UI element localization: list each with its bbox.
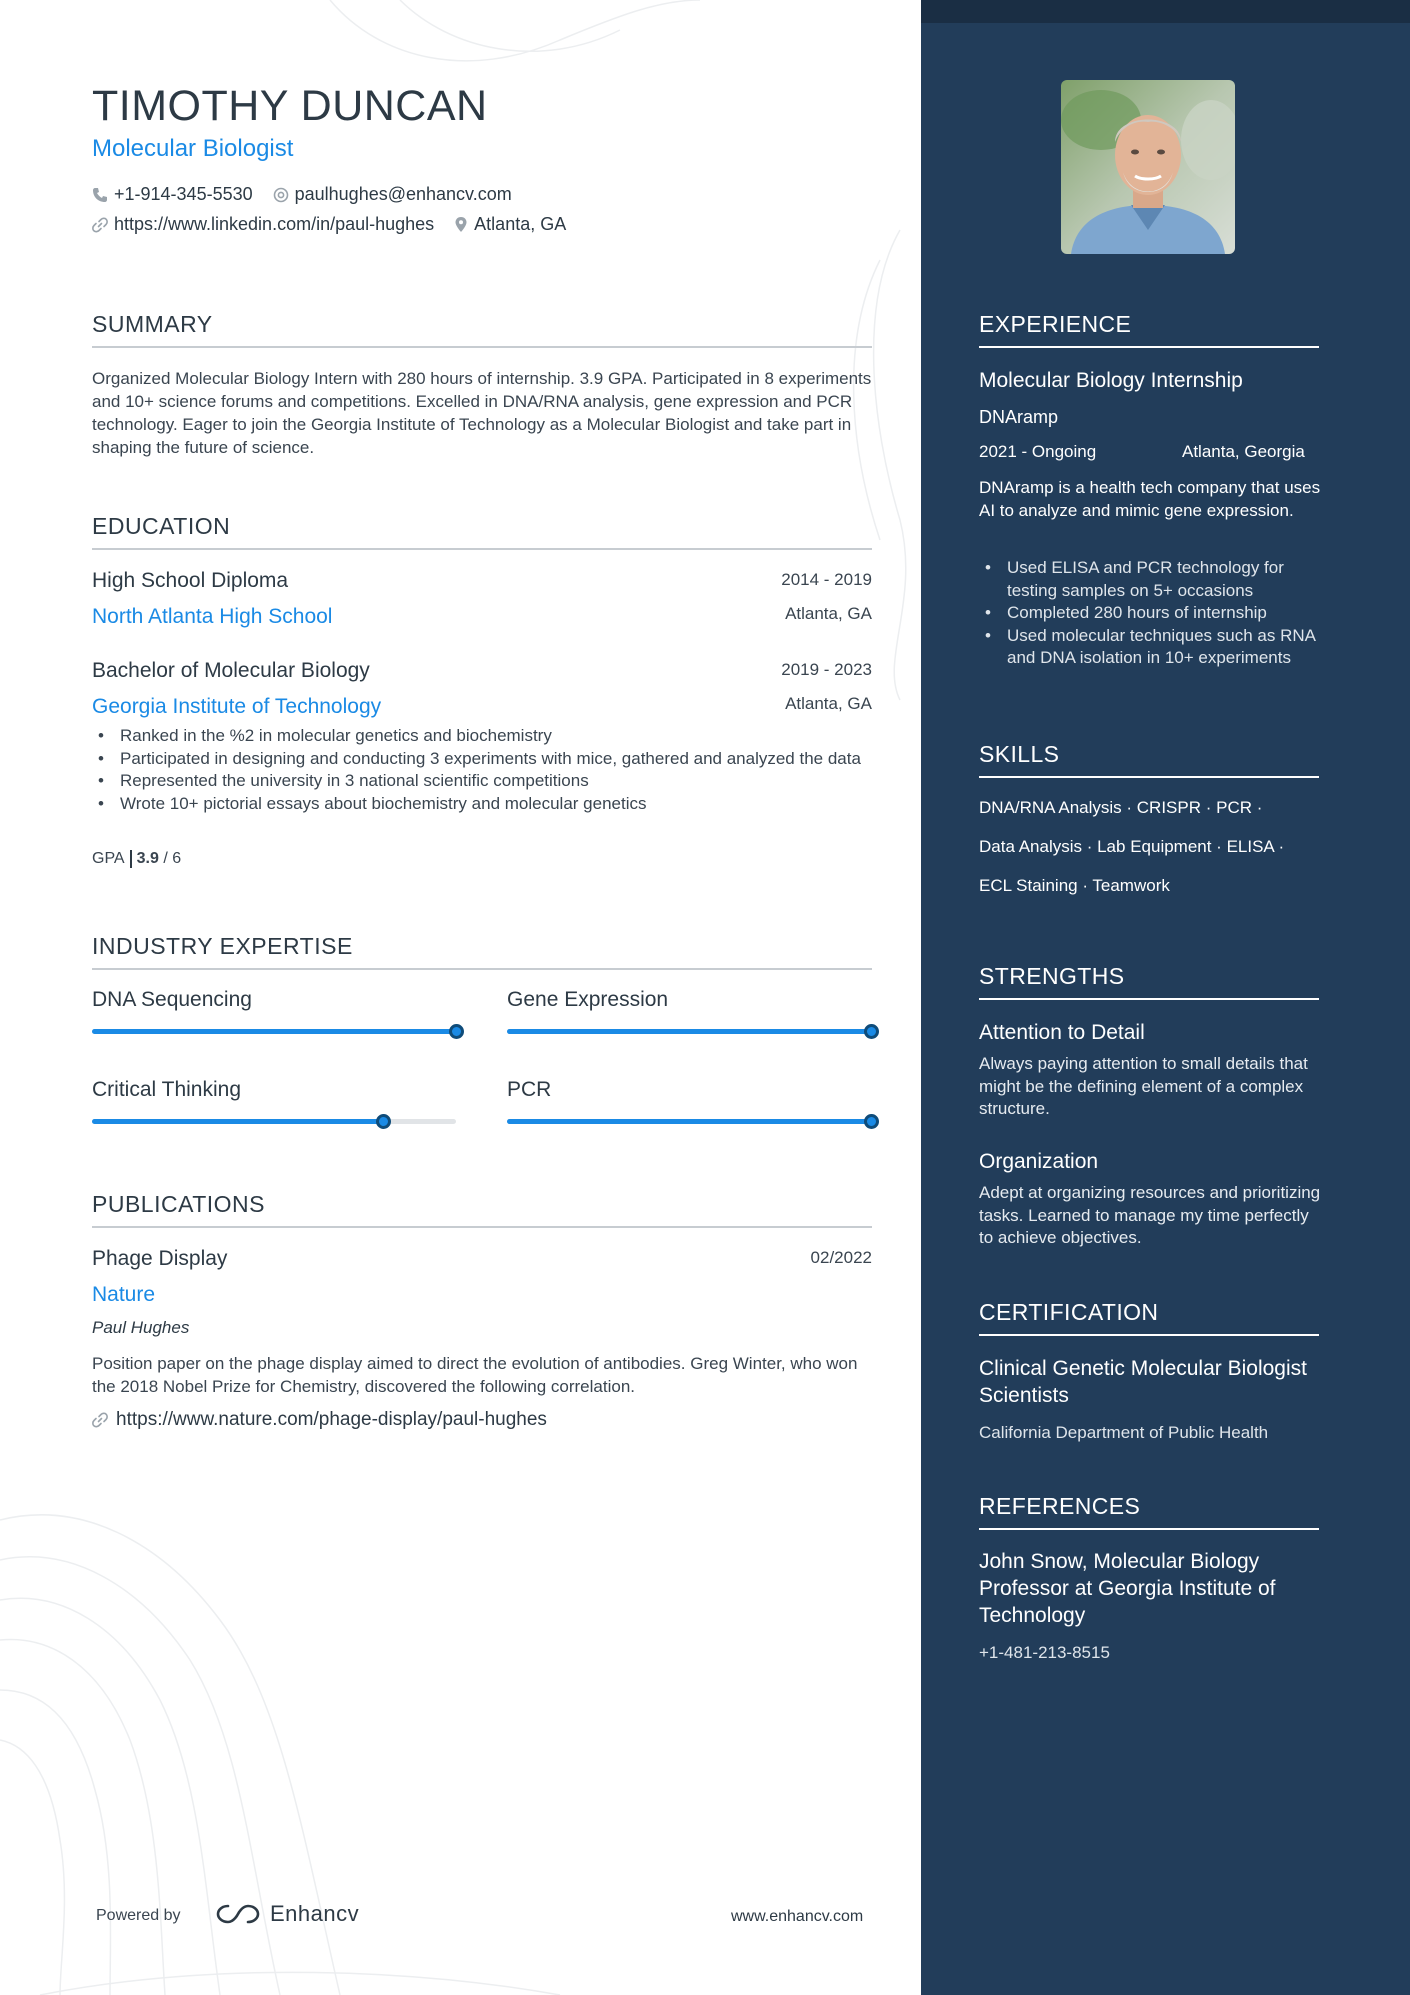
at-icon — [273, 187, 289, 203]
enhancv-logo[interactable] — [214, 1901, 359, 1927]
location-contact — [454, 214, 566, 235]
candidate-role: Molecular Biologist — [92, 135, 294, 162]
publication-date: 02/2022 — [810, 1248, 872, 1267]
footer-website[interactable]: www.enhancv.com — [731, 1908, 864, 1925]
skills-line: Data Analysis · Lab Equipment · ELISA · — [979, 837, 1285, 856]
experience-bullets — [979, 557, 1324, 670]
education-degree: Bachelor of Molecular Biology — [92, 659, 370, 682]
skill-bar — [92, 1119, 456, 1124]
publication-link-text: https://www.nature.com/phage-display/paul-hughes — [116, 1409, 547, 1430]
linkedin-contact[interactable] — [92, 214, 434, 235]
list-item: • Used molecular techniques such as RNA and DNA isolation in 10+ experiments — [979, 625, 1324, 670]
skills-line: ECL Staining · Teamwork — [979, 876, 1170, 895]
publication-description: Position paper on the phage display aimed to direct the evolution of antibodies. Greg Winter, who won the 2018 Nobel Prize for Chemistry, discovered the following correlation. — [92, 1354, 858, 1396]
summary-heading: SUMMARY — [92, 311, 872, 348]
strength-name: Attention to Detail — [979, 1021, 1145, 1044]
phone-icon — [92, 187, 108, 203]
gpa-max: / 6 — [163, 850, 182, 868]
link-icon — [92, 217, 108, 233]
education-dates: 2014 - 2019 — [781, 570, 872, 589]
gpa-label: GPA — [92, 850, 125, 868]
summary-text: Organized Molecular Biology Intern with 280 hours of internship. 3.9 GPA. Participated in 8 experiments and 10+ science forums and competitions. Excelled in DNA/RNA analysis, gene expression and PCR technology. Eager to join the Georgia Institute of Technology as a Molecular Biologist and take part in shaping the future of science. — [92, 369, 872, 457]
experience-heading: EXPERIENCE — [979, 311, 1319, 348]
skill-label: Gene Expression — [507, 988, 669, 1011]
candidate-name: TIMOTHY DUNCAN — [92, 82, 488, 130]
gpa-value: 3.9 — [136, 850, 159, 868]
education-school[interactable]: Georgia Institute of Technology — [92, 695, 382, 718]
skill-bar — [507, 1119, 871, 1124]
publications-heading: PUBLICATIONS — [92, 1191, 872, 1228]
experience-dates: 2021 - Ongoing — [979, 442, 1097, 461]
education-heading: EDUCATION — [92, 513, 872, 550]
phone-text: +1-914-345-5530 — [114, 184, 253, 204]
enhancv-logo-icon — [214, 1902, 262, 1926]
phone-contact[interactable] — [92, 184, 253, 205]
skill-label: DNA Sequencing — [92, 988, 252, 1011]
skill-bar — [507, 1029, 871, 1034]
reference-phone: +1-481-213-8515 — [979, 1643, 1110, 1662]
publication-journal[interactable]: Nature — [92, 1283, 156, 1306]
list-item: • Represented the university in 3 national scientific competitions — [92, 770, 872, 793]
certification-issuer: California Department of Public Health — [979, 1423, 1269, 1442]
skills-line: DNA/RNA Analysis · CRISPR · PCR · — [979, 798, 1263, 817]
sidebar — [921, 0, 1410, 1995]
skill-label: PCR — [507, 1078, 552, 1101]
strengths-heading: STRENGTHS — [979, 963, 1319, 1000]
gpa — [92, 850, 181, 868]
experience-role: Molecular Biology Internship — [979, 369, 1243, 392]
profile-photo-image — [1061, 80, 1235, 254]
list-item: • Wrote 10+ pictorial essays about biochemistry and molecular genetics — [92, 793, 872, 816]
skill-bar-handle — [864, 1114, 879, 1129]
education-degree: High School Diploma — [92, 569, 289, 592]
education-dates: 2019 - 2023 — [781, 660, 872, 679]
experience-description: DNAramp is a health tech company that uses AI to analyze and mimic gene expression. — [979, 478, 1321, 520]
skill-bar-fill — [92, 1119, 383, 1124]
enhancv-brand-text: Enhancv — [270, 1901, 360, 1926]
skill-bar — [92, 1029, 456, 1034]
skill-label: Critical Thinking — [92, 1078, 241, 1101]
list-item: • Used ELISA and PCR technology for testing samples on 5+ occasions — [979, 557, 1324, 602]
education-location: Atlanta, GA — [785, 604, 872, 623]
list-item: • Participated in designing and conducting 3 experiments with mice, gathered and analyzed the data — [92, 748, 872, 771]
skill-bar-handle — [864, 1024, 879, 1039]
link-icon — [92, 1412, 108, 1428]
experience-location: Atlanta, Georgia — [1182, 442, 1305, 461]
reference-name: John Snow, Molecular Biology Professor at Georgia Institute of Technology — [979, 1550, 1276, 1627]
experience-company: DNAramp — [979, 407, 1059, 427]
email-text: paulhughes@enhancv.com — [294, 184, 512, 204]
education-bullets — [92, 725, 872, 815]
contact-row-2 — [92, 214, 586, 235]
sidebar-top-bar — [921, 0, 1410, 23]
education-school[interactable]: North Atlanta High School — [92, 605, 333, 628]
list-item: • Completed 280 hours of internship — [979, 602, 1324, 625]
education-location: Atlanta, GA — [785, 694, 872, 713]
location-pin-icon — [454, 216, 468, 233]
skill-bar-handle — [376, 1114, 391, 1129]
publication-link[interactable] — [92, 1409, 547, 1431]
skill-bar-handle — [449, 1024, 464, 1039]
certification-heading: CERTIFICATION — [979, 1299, 1319, 1336]
publication-title: Phage Display — [92, 1247, 228, 1270]
linkedin-text: https://www.linkedin.com/in/paul-hughes — [114, 214, 435, 234]
strength-name: Organization — [979, 1150, 1099, 1173]
list-item: • Ranked in the %2 in molecular genetics and biochemistry — [92, 725, 872, 748]
contact-row-1 — [92, 184, 532, 205]
references-heading: REFERENCES — [979, 1493, 1319, 1530]
certification-name: Clinical Genetic Molecular Biologist Scientists — [979, 1357, 1307, 1407]
location-text: Atlanta, GA — [474, 214, 567, 234]
skill-bar-fill — [92, 1029, 456, 1034]
skill-bar-fill — [507, 1029, 871, 1034]
email-contact[interactable] — [273, 184, 512, 205]
skills-heading: SKILLS — [979, 741, 1319, 778]
footer-powered-by: Powered by — [96, 1907, 181, 1924]
expertise-heading: INDUSTRY EXPERTISE — [92, 933, 872, 970]
skill-bar-fill — [507, 1119, 871, 1124]
strength-text: Adept at organizing resources and prioritizing tasks. Learned to manage my time perfectly to achieve objectives. — [979, 1183, 1321, 1247]
publication-author: Paul Hughes — [92, 1318, 190, 1337]
profile-photo — [1061, 80, 1235, 254]
strength-text: Always paying attention to small details that might be the defining element of a complex structure. — [979, 1054, 1308, 1118]
